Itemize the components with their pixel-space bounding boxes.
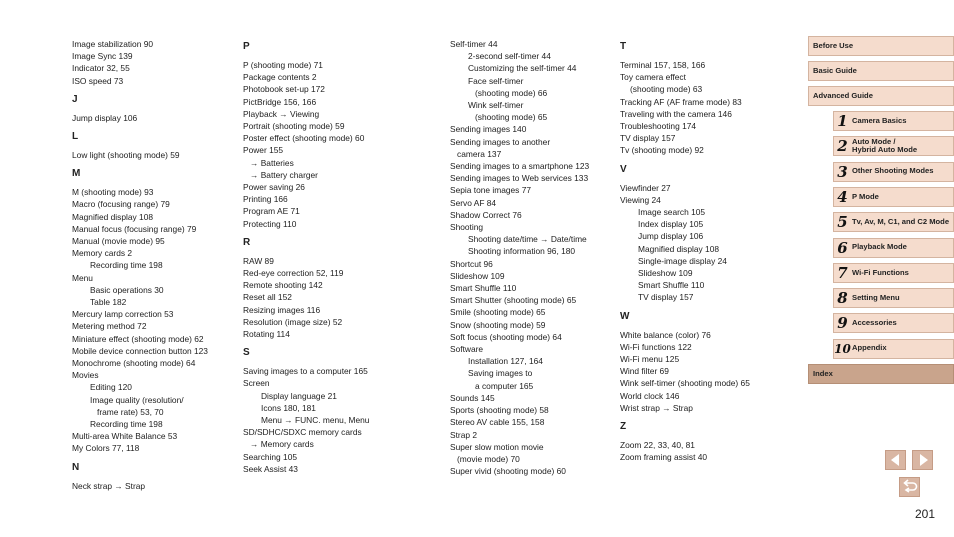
index-column-1 xyxy=(72,38,237,492)
index-entry: Super vivid (shooting mode) 60 xyxy=(450,466,566,477)
index-entry: Stereo AV cable 155, 158 xyxy=(450,417,545,428)
chapter-number: 4 xyxy=(837,187,848,206)
chapter-tab-7[interactable] xyxy=(833,263,954,283)
index-entry: Troubleshooting 174 xyxy=(620,121,697,132)
index-entry: Menu → FUNC. menu, Menu xyxy=(261,415,370,426)
index-entry: Image stabilization 90 xyxy=(72,39,154,49)
index-letter-heading: M xyxy=(72,168,81,180)
index-entry: Photobook set-up 172 xyxy=(243,84,325,95)
index-entry: Toy camera effect xyxy=(620,72,686,83)
index-entry: Sending images to Web services 133 xyxy=(450,173,589,184)
index-letter-heading: R xyxy=(243,236,251,248)
index-entry: Sports (shooting mode) 58 xyxy=(450,405,549,416)
index-entry: Red-eye correction 52, 119 xyxy=(243,268,344,279)
index-entry: Manual focus (focusing range) 79 xyxy=(72,223,197,234)
index-entry: (shooting mode) 65 xyxy=(475,112,548,123)
index-entry: Recording time 198 xyxy=(90,419,163,430)
index-entry: Sounds 145 xyxy=(450,392,495,403)
next-page-button[interactable] xyxy=(912,450,933,470)
index-entry: (movie mode) 70 xyxy=(457,453,520,464)
index-entry: Index display 105 xyxy=(638,219,704,230)
index-entry: → Memory cards xyxy=(250,439,314,450)
index-entry: Mobile device connection button 123 xyxy=(72,345,208,356)
chapter-label: Playback Mode xyxy=(852,242,907,252)
index-entry: RAW 89 xyxy=(243,255,274,266)
index-letter-heading: P xyxy=(243,41,250,52)
index-letter-heading: J xyxy=(72,93,78,105)
index-entry: Remote shooting 142 xyxy=(243,280,323,291)
chapter-label: Appendix xyxy=(852,343,887,353)
chapter-label: Tv, Av, M, C1, and C2 Mode xyxy=(852,216,950,226)
index-entry: Tv (shooting mode) 92 xyxy=(620,145,704,156)
index-entry: TV display 157 xyxy=(638,292,694,303)
index-entry: Rotating 114 xyxy=(243,329,290,340)
chapter-label: Other Shooting Modes xyxy=(852,166,934,176)
chapter-label: Setting Menu xyxy=(852,292,900,302)
index-entry: 2-second self-timer 44 xyxy=(468,51,551,62)
index-entry: Image Sync 139 xyxy=(72,51,133,62)
index-entry: Shooting information 96, 180 xyxy=(468,246,576,257)
chapter-number: 3 xyxy=(837,162,848,181)
chapter-number: 8 xyxy=(837,289,848,308)
index-entry: Viewfinder 27 xyxy=(620,182,671,193)
index-entry: Software xyxy=(450,344,484,355)
index-letter-heading: T xyxy=(620,41,627,52)
index-entry: SD/SDHC/SDXC memory cards xyxy=(243,427,362,438)
index-entry: (shooting mode) 63 xyxy=(630,84,703,95)
return-button[interactable] xyxy=(899,477,920,497)
tab-basic-guide[interactable]: Basic Guide xyxy=(808,61,954,81)
index-column-3 xyxy=(450,38,615,477)
chapter-tab-2[interactable] xyxy=(833,136,954,156)
chapter-number: 1 xyxy=(837,112,848,130)
chapter-tab-1[interactable] xyxy=(833,111,954,131)
index-entry: Super slow motion movie xyxy=(450,441,544,452)
index-entry: Portrait (shooting mode) 59 xyxy=(243,121,345,132)
chapter-tab-9[interactable] xyxy=(833,313,954,333)
chapter-number: 6 xyxy=(837,238,848,257)
index-entry: Power saving 26 xyxy=(243,182,305,193)
index-entry: Smart Shuffle 110 xyxy=(638,280,705,291)
index-entry: Smart Shuffle 110 xyxy=(450,283,517,294)
index-letter-heading: W xyxy=(620,310,630,322)
index-entry: Wink self-timer (shooting mode) 65 xyxy=(620,378,750,389)
chapter-number: 10 xyxy=(834,341,851,356)
chapter-tab-8[interactable] xyxy=(833,288,954,308)
index-letter-heading: V xyxy=(620,163,627,175)
index-entry: Self-timer 44 xyxy=(450,39,498,49)
index-entry: Shortcut 96 xyxy=(450,258,493,269)
chapter-label: Camera Basics xyxy=(852,115,907,125)
index-entry: World clock 146 xyxy=(620,390,680,401)
index-entry: Strap 2 xyxy=(450,429,478,440)
index-entry: Reset all 152 xyxy=(243,292,292,303)
index-entry: Smile (shooting mode) 65 xyxy=(450,307,546,318)
index-letter-heading: N xyxy=(72,461,80,473)
index-entry: Slideshow 109 xyxy=(638,268,693,279)
index-entry: Terminal 157, 158, 166 xyxy=(620,60,706,70)
index-entry: Low light (shooting mode) 59 xyxy=(72,150,180,161)
index-entry: Resolution (image size) 52 xyxy=(243,316,343,327)
index-entry: Monochrome (shooting mode) 64 xyxy=(72,358,196,369)
tab-index[interactable]: Index xyxy=(808,364,954,384)
index-entry: Installation 127, 164 xyxy=(468,356,543,367)
index-entry: (shooting mode) 66 xyxy=(475,87,548,98)
chapter-tab-3[interactable] xyxy=(833,162,954,182)
index-entry: Manual (movie mode) 95 xyxy=(72,236,165,247)
index-entry: Traveling with the camera 146 xyxy=(620,108,732,119)
index-entry: Protecting 110 xyxy=(243,218,297,229)
index-entry: PictBridge 156, 166 xyxy=(243,96,317,107)
index-entry: Playback → Viewing xyxy=(243,108,320,119)
index-entry: Display language 21 xyxy=(261,390,337,401)
index-entry: Wrist strap → Strap xyxy=(620,402,693,413)
index-entry: Printing 166 xyxy=(243,194,288,205)
index-entry: Shooting xyxy=(450,222,484,233)
index-entry: Saving images to a computer 165 xyxy=(243,366,368,377)
index-letter-heading: Z xyxy=(620,421,627,433)
chapter-label: Accessories xyxy=(852,318,897,328)
index-entry: TV display 157 xyxy=(620,133,676,144)
index-entry: Program AE 71 xyxy=(243,206,300,217)
chapter-tab-4[interactable] xyxy=(833,187,954,207)
index-entry: → Battery charger xyxy=(250,169,318,180)
chapter-tab-6[interactable] xyxy=(833,238,954,258)
index-entry: P (shooting mode) 71 xyxy=(243,60,323,70)
index-entry: Magnified display 108 xyxy=(638,243,720,254)
index-entry: Wi-Fi functions 122 xyxy=(620,341,692,352)
index-entry: Wi-Fi menu 125 xyxy=(620,354,680,365)
index-entry: Resizing images 116 xyxy=(243,304,321,315)
chapter-tab-10[interactable] xyxy=(833,339,954,359)
index-entry: Package contents 2 xyxy=(243,72,317,83)
index-entry: Smart Shutter (shooting mode) 65 xyxy=(450,295,577,306)
index-entry: Image search 105 xyxy=(638,207,706,218)
index-entry: Miniature effect (shooting mode) 62 xyxy=(72,333,204,344)
index-letter-heading: L xyxy=(72,131,79,143)
tab-advanced-guide[interactable]: Advanced Guide xyxy=(808,86,954,106)
chapter-number: 2 xyxy=(837,137,848,156)
index-entry: a computer 165 xyxy=(475,380,534,391)
chapter-label: Auto Mode / Hybrid Auto Mode xyxy=(852,136,918,155)
chapter-number: 7 xyxy=(837,263,848,282)
index-entry: Indicator 32, 55 xyxy=(72,63,130,74)
return-icon xyxy=(900,478,919,496)
index-entry: Table 182 xyxy=(90,297,127,308)
prev-page-button[interactable] xyxy=(885,450,906,470)
page-number: 201 xyxy=(914,507,935,521)
index-entry: Single-image display 24 xyxy=(638,255,727,266)
index-entry: Snow (shooting mode) 59 xyxy=(450,319,546,330)
index-entry: Memory cards 2 xyxy=(72,248,133,259)
index-entry: My Colors 77, 118 xyxy=(72,443,140,454)
arrow-left-icon xyxy=(891,454,899,466)
index-entry: Movies xyxy=(72,370,99,381)
chapter-tab-5[interactable] xyxy=(833,212,954,232)
index-entry: Sending images to a smartphone 123 xyxy=(450,161,590,172)
index-entry: Screen xyxy=(243,378,270,389)
index-entry: Power 155 xyxy=(243,145,284,156)
index-entry: Metering method 72 xyxy=(72,321,147,332)
index-entry: Customizing the self-timer 44 xyxy=(468,63,577,74)
arrow-right-icon xyxy=(920,454,928,466)
index-entry: Slideshow 109 xyxy=(450,270,505,281)
index-entry: White balance (color) 76 xyxy=(620,329,711,340)
index-entry: Face self-timer xyxy=(468,75,524,86)
index-entry: Poster effect (shooting mode) 60 xyxy=(243,133,365,144)
index-entry: camera 137 xyxy=(457,148,502,159)
index-entry: Mercury lamp correction 53 xyxy=(72,309,174,320)
index-entry: Neck strap → Strap xyxy=(72,480,146,491)
index-entry: Viewing 24 xyxy=(620,194,661,205)
index-entry: Zoom 22, 33, 40, 81 xyxy=(620,440,695,451)
index-entry: frame rate) 53, 70 xyxy=(97,406,164,417)
index-entry: → Batteries xyxy=(250,157,294,168)
chapter-label: Wi-Fi Functions xyxy=(852,267,909,277)
index-entry: Icons 180, 181 xyxy=(261,402,316,413)
index-letter-heading: S xyxy=(243,347,250,359)
index-column-4 xyxy=(620,38,800,463)
chapter-number: 9 xyxy=(837,314,848,333)
index-entry: ISO speed 73 xyxy=(72,75,124,86)
index-entry: Wink self-timer xyxy=(468,100,524,111)
index-entry: Soft focus (shooting mode) 64 xyxy=(450,331,562,342)
index-entry: Wind filter 69 xyxy=(620,366,669,377)
index-entry: Sepia tone images 77 xyxy=(450,185,532,196)
index-entry: Basic operations 30 xyxy=(90,284,164,295)
index-entry: Recording time 198 xyxy=(90,260,163,271)
index-entry: Menu xyxy=(72,272,93,283)
index-entry: Jump display 106 xyxy=(638,231,704,242)
index-entry: Image quality (resolution/ xyxy=(90,394,184,405)
index-entry: Macro (focusing range) 79 xyxy=(72,199,170,210)
index-entry: Seek Assist 43 xyxy=(243,463,298,474)
index-entry: Magnified display 108 xyxy=(72,211,154,222)
index-column-2 xyxy=(243,38,443,475)
chapter-number: 5 xyxy=(837,213,848,232)
index-entry: Servo AF 84 xyxy=(450,197,497,208)
index-entry: Sending images to another xyxy=(450,136,551,147)
index-entry: Shooting date/time → Date/time xyxy=(468,234,587,245)
index-entry: Sending images 140 xyxy=(450,124,527,135)
chapter-label: P Mode xyxy=(852,191,879,201)
index-entry: Tracking AF (AF frame mode) 83 xyxy=(620,96,742,107)
index-entry: M (shooting mode) 93 xyxy=(72,187,154,198)
index-entry: Zoom framing assist 40 xyxy=(620,452,708,463)
tab-before-use[interactable]: Before Use xyxy=(808,36,954,56)
index-entry: Editing 120 xyxy=(90,382,132,393)
index-entry: Shadow Correct 76 xyxy=(450,209,522,220)
index-entry: Jump display 106 xyxy=(72,112,138,123)
index-entry: Saving images to xyxy=(468,368,533,379)
index-entry: Multi-area White Balance 53 xyxy=(72,431,178,442)
index-entry: Searching 105 xyxy=(243,451,298,462)
